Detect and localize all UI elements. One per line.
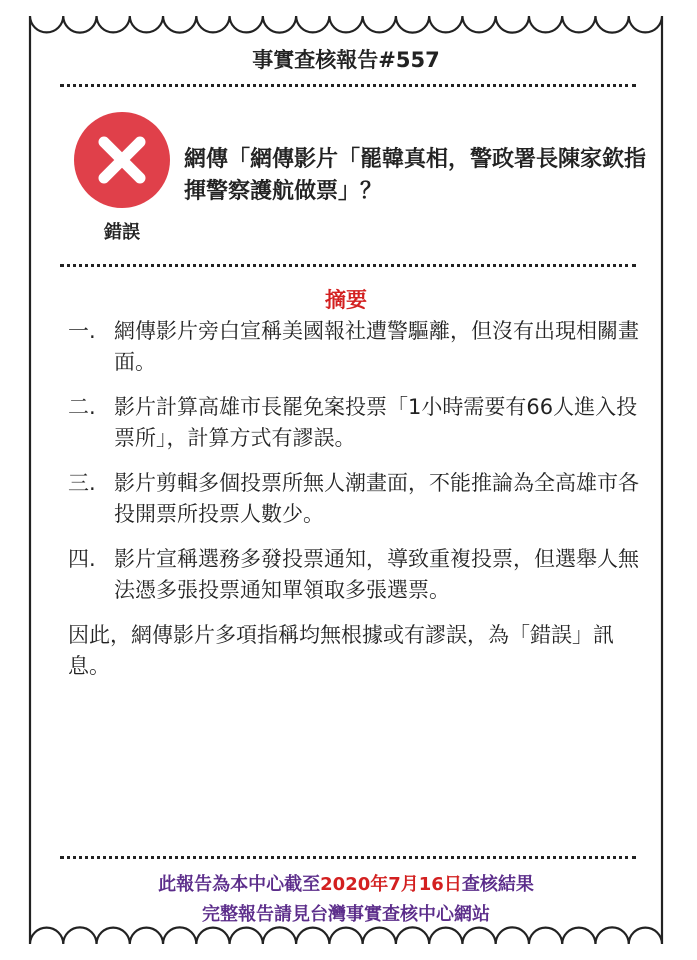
summary-item [68, 316, 648, 378]
footer-note [26, 870, 666, 930]
summary-item-text: 影片宣稱選務多發投票通知，導致重複投票，但選舉人無法憑多張投票通知單領取多張選票。 [114, 547, 639, 602]
footer-date: 2020年7月16日 [320, 874, 462, 895]
summary-item [68, 468, 648, 530]
fact-check-report [26, 0, 666, 960]
summary-item-text: 影片計算高雄市長罷免案投票「1小時需要有66人進入投票所」，計算方式有謬誤。 [114, 395, 638, 450]
summary-list [68, 316, 648, 682]
x-mark-icon [72, 110, 172, 210]
footer-line-1 [26, 870, 666, 900]
verdict-label: 錯誤 [104, 222, 140, 243]
divider-middle [60, 264, 636, 267]
summary-item-number: 四. [68, 547, 96, 571]
summary-item [68, 392, 648, 454]
summary-item-text: 網傳影片旁白宣稱美國報社遭警驅離，但沒有出現相關畫面。 [114, 319, 639, 374]
footer-suffix: 查核結果 [461, 874, 534, 895]
summary-heading: 摘要 [325, 288, 367, 312]
summary-item-text: 影片剪輯多個投票所無人潮畫面，不能推論為全高雄市各投開票所投票人數少。 [114, 471, 639, 526]
report-title: 事實查核報告#557 [252, 48, 440, 72]
summary-item [68, 544, 648, 606]
footer-line-2: 完整報告請見台灣事實查核中心網站 [202, 904, 490, 925]
claim-text: 網傳「網傳影片「罷韓真相，警政署長陳家欽指揮警察護航做票」？ [184, 147, 647, 204]
summary-item-number: 一. [68, 319, 96, 343]
divider-bottom [60, 856, 636, 859]
footer-prefix: 此報告為本中心截至 [158, 874, 321, 895]
summary-item-number: 三. [68, 471, 96, 495]
summary-item-number: 二. [68, 395, 96, 419]
divider-top [60, 84, 636, 87]
conclusion-text: 因此，網傳影片多項指稱均無根據或有謬誤，為「錯誤」訊息。 [68, 623, 614, 678]
